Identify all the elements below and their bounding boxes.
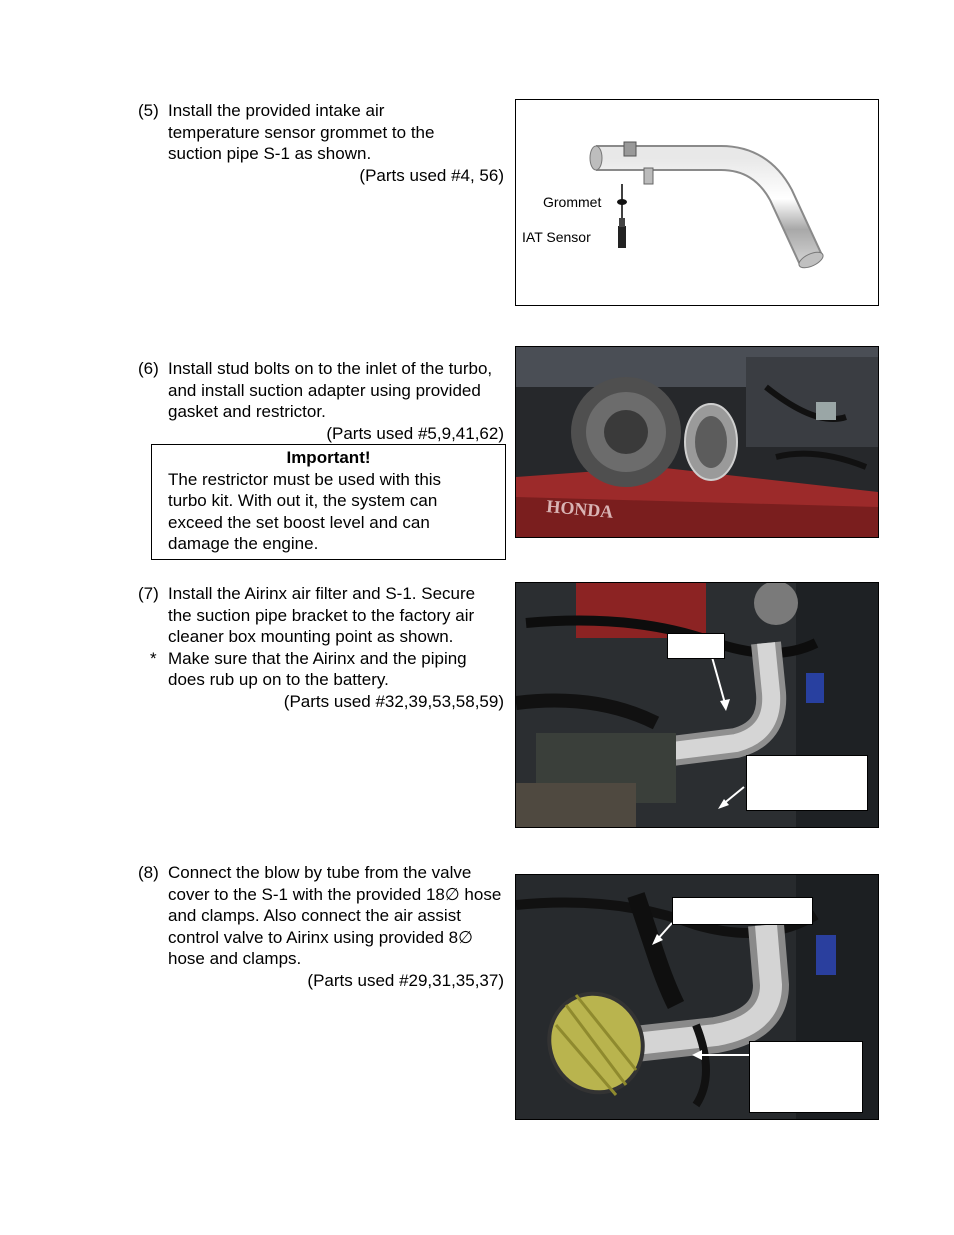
- figure-suction-pipe-installed: [515, 582, 879, 828]
- iat-sensor-label: IAT Sensor: [522, 229, 591, 245]
- note-text: Make sure that the Airinx and the piping does rub up on to the battery.: [168, 648, 467, 690]
- honda-logo-text: HONDA: [545, 496, 615, 522]
- important-notice: [151, 444, 506, 560]
- step-number: (6): [138, 359, 159, 378]
- grommet-icon: [617, 199, 627, 205]
- step-5: [138, 100, 508, 186]
- step-6: [138, 358, 508, 444]
- figure-turbo-inlet: [515, 346, 879, 538]
- callout-box-pipe: [667, 633, 725, 659]
- grommet-label: Grommet: [543, 194, 602, 210]
- step-text: Install the Airinx air filter and S-1. Secure the suction pipe bracket to the factory air cleaner box mounting point as shown.: [168, 584, 476, 647]
- callout-box-blow-by: [672, 897, 813, 925]
- parts-used: (Parts used #32,39,53,58,59): [283, 691, 504, 711]
- callout-box-air-assist: [749, 1041, 863, 1113]
- parts-used: (Parts used #29,31,35,37): [307, 970, 504, 990]
- step-text: Install the provided intake air temperature sensor grommet to the suction pipe S-1 as shown.: [168, 101, 435, 164]
- step-text: Install stud bolts on to the inlet of the turbo, and install suction adapter using provided gasket and restrictor.: [168, 359, 493, 422]
- turbo-photo: [516, 347, 878, 537]
- note-marker: *: [150, 648, 157, 668]
- step-number: (8): [138, 863, 159, 882]
- callout-box-bracket: [746, 755, 868, 811]
- step-text: Connect the blow by tube from the valve cover to the S-1 with the provided 18∅ hose and clamps. Also connect the air assist control valve to Airinx using provided 8∅ hose and clamps.: [168, 863, 502, 969]
- figure-suction-pipe: [515, 99, 879, 306]
- important-title: Important!: [286, 448, 371, 467]
- parts-used: (Parts used #5,9,41,62): [326, 423, 504, 443]
- important-text: The restrictor must be used with this turbo kit. With out it, the system can exceed the set boost level and can damage the engine.: [168, 469, 442, 554]
- step-number: (5): [138, 101, 159, 120]
- figure-air-filter-installed: [515, 874, 879, 1120]
- step-number: (7): [138, 584, 159, 603]
- parts-used: (Parts used #4, 56): [359, 165, 504, 185]
- step-8: [138, 862, 508, 992]
- step-7: [138, 583, 508, 713]
- iat-sensor-icon: [618, 226, 626, 248]
- step-note: [150, 648, 508, 691]
